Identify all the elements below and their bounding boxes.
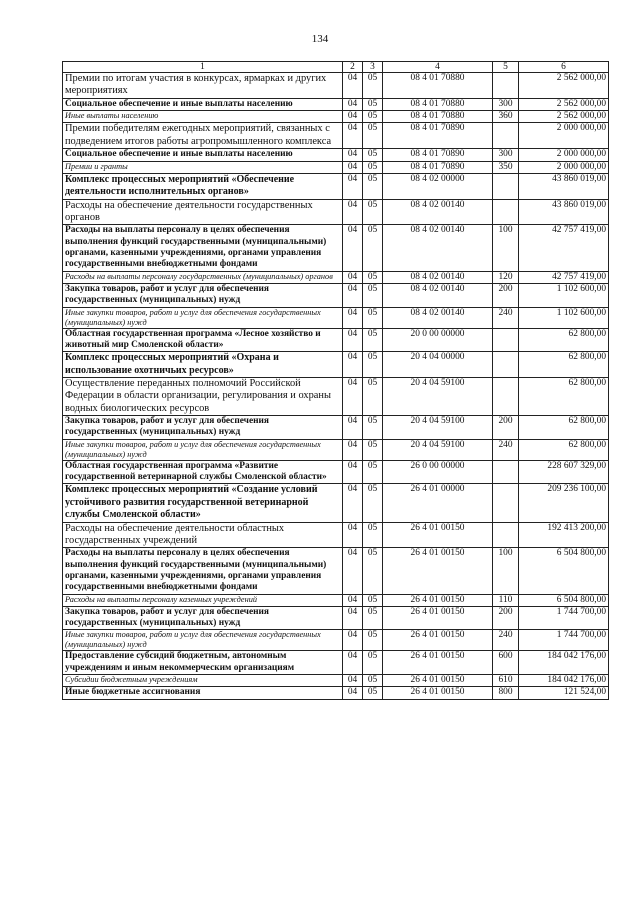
row-subsection-cell: 05 (363, 123, 383, 149)
row-section-cell: 04 (343, 484, 363, 522)
row-name-cell: Расходы на выплаты персоналу казенных учреждений (63, 594, 343, 606)
row-subsection-cell: 05 (363, 522, 383, 548)
row-amount-cell: 2 000 000,00 (519, 149, 609, 161)
row-section-cell: 04 (343, 73, 363, 99)
row-expense-type-cell: 200 (493, 606, 519, 630)
row-section-cell: 04 (343, 548, 363, 594)
budget-table (62, 61, 609, 700)
row-amount-cell: 6 504 800,00 (519, 594, 609, 606)
row-subsection-cell: 05 (363, 606, 383, 630)
row-section-cell: 04 (343, 594, 363, 606)
row-amount-cell: 6 504 800,00 (519, 548, 609, 594)
row-name-cell: Иные бюджетные ассигнования (63, 687, 343, 699)
row-section-cell: 04 (343, 522, 363, 548)
row-subsection-cell: 05 (363, 283, 383, 307)
table-row (63, 199, 609, 225)
table-row (63, 630, 609, 651)
row-expense-type-cell: 350 (493, 161, 519, 173)
row-name-cell: Премии победителям ежегодных мероприятий, связанных с подведением итогов работы агропромышленного комплекса (63, 123, 343, 149)
row-target-code-cell: 26 4 01 00150 (383, 651, 493, 675)
table-row (63, 111, 609, 123)
row-expense-type-cell: 200 (493, 283, 519, 307)
table-row (63, 161, 609, 173)
row-subsection-cell: 05 (363, 307, 383, 328)
row-amount-cell: 2 000 000,00 (519, 123, 609, 149)
table-row (63, 271, 609, 283)
row-section-cell: 04 (343, 352, 363, 378)
row-target-code-cell: 20 0 00 00000 (383, 328, 493, 352)
table-row (63, 439, 609, 460)
row-name-cell: Иные закупки товаров, работ и услуг для обеспечения государственных (муниципальных) нужд (63, 630, 343, 651)
row-expense-type-cell: 300 (493, 149, 519, 161)
row-expense-type-cell: 110 (493, 594, 519, 606)
row-target-code-cell: 26 4 01 00150 (383, 548, 493, 594)
row-amount-cell: 62 800,00 (519, 377, 609, 415)
row-name-cell: Комплекс процессных мероприятий «Обеспечение деятельности исполнительных органов» (63, 173, 343, 199)
row-name-cell: Иные закупки товаров, работ и услуг для обеспечения государственных (муниципальных) нужд (63, 439, 343, 460)
row-expense-type-cell (493, 484, 519, 522)
row-amount-cell: 2 562 000,00 (519, 98, 609, 110)
table-row (63, 352, 609, 378)
row-subsection-cell: 05 (363, 594, 383, 606)
table-row (63, 687, 609, 699)
row-amount-cell: 209 236 100,00 (519, 484, 609, 522)
row-subsection-cell: 05 (363, 651, 383, 675)
row-target-code-cell: 08 4 01 70880 (383, 111, 493, 123)
table-row (63, 484, 609, 522)
row-section-cell: 04 (343, 307, 363, 328)
row-target-code-cell: 26 4 01 00150 (383, 594, 493, 606)
table-row (63, 594, 609, 606)
header-cell: 1 (63, 62, 343, 73)
row-expense-type-cell (493, 328, 519, 352)
table-row (63, 377, 609, 415)
row-subsection-cell: 05 (363, 271, 383, 283)
row-amount-cell: 228 607 329,00 (519, 460, 609, 484)
row-expense-type-cell (493, 377, 519, 415)
row-target-code-cell: 26 4 01 00150 (383, 606, 493, 630)
table-row (63, 225, 609, 271)
row-target-code-cell: 08 4 01 70880 (383, 98, 493, 110)
row-subsection-cell: 05 (363, 149, 383, 161)
row-name-cell: Социальное обеспечение и иные выплаты населению (63, 98, 343, 110)
row-expense-type-cell: 240 (493, 630, 519, 651)
row-expense-type-cell (493, 73, 519, 99)
row-amount-cell: 192 413 200,00 (519, 522, 609, 548)
row-section-cell: 04 (343, 606, 363, 630)
row-name-cell: Закупка товаров, работ и услуг для обеспечения государственных (муниципальных) нужд (63, 606, 343, 630)
page-number: 134 (311, 33, 329, 45)
table-row (63, 173, 609, 199)
header-cell: 3 (363, 62, 383, 73)
row-name-cell: Иные выплаты населению (63, 111, 343, 123)
row-name-cell: Расходы на выплаты персоналу в целях обеспечения выполнения функций государственными (муниципальными) органами, казенными учреждениями, органами управления государственными внебюджетными фондами (63, 225, 343, 271)
row-section-cell: 04 (343, 271, 363, 283)
row-amount-cell: 62 800,00 (519, 439, 609, 460)
row-expense-type-cell: 610 (493, 675, 519, 687)
row-target-code-cell: 08 4 02 00140 (383, 225, 493, 271)
row-target-code-cell: 08 4 01 70890 (383, 149, 493, 161)
row-name-cell: Закупка товаров, работ и услуг для обеспечения государственных (муниципальных) нужд (63, 283, 343, 307)
row-section-cell: 04 (343, 416, 363, 440)
row-target-code-cell: 26 4 01 00150 (383, 675, 493, 687)
table-row (63, 98, 609, 110)
row-subsection-cell: 05 (363, 173, 383, 199)
row-subsection-cell: 05 (363, 687, 383, 699)
table-row (63, 123, 609, 149)
row-target-code-cell: 20 4 04 00000 (383, 352, 493, 378)
row-amount-cell: 1 102 600,00 (519, 307, 609, 328)
row-section-cell: 04 (343, 675, 363, 687)
table-row (63, 460, 609, 484)
row-expense-type-cell (493, 460, 519, 484)
row-subsection-cell: 05 (363, 416, 383, 440)
row-subsection-cell: 05 (363, 675, 383, 687)
row-expense-type-cell (493, 352, 519, 378)
table-row (63, 149, 609, 161)
table-row (63, 307, 609, 328)
row-amount-cell: 62 800,00 (519, 416, 609, 440)
row-target-code-cell: 26 4 01 00150 (383, 630, 493, 651)
row-section-cell: 04 (343, 651, 363, 675)
row-expense-type-cell (493, 199, 519, 225)
row-expense-type-cell: 300 (493, 98, 519, 110)
row-subsection-cell: 05 (363, 548, 383, 594)
header-cell: 2 (343, 62, 363, 73)
row-section-cell: 04 (343, 225, 363, 271)
row-subsection-cell: 05 (363, 484, 383, 522)
row-target-code-cell: 08 4 02 00140 (383, 307, 493, 328)
row-section-cell: 04 (343, 123, 363, 149)
row-name-cell: Расходы на обеспечение деятельности государственных органов (63, 199, 343, 225)
row-expense-type-cell (493, 123, 519, 149)
row-subsection-cell: 05 (363, 73, 383, 99)
row-target-code-cell: 20 4 04 59100 (383, 377, 493, 415)
table-row (63, 651, 609, 675)
row-target-code-cell: 08 4 02 00140 (383, 283, 493, 307)
row-amount-cell: 2 562 000,00 (519, 73, 609, 99)
row-expense-type-cell: 120 (493, 271, 519, 283)
header-cell: 6 (519, 62, 609, 73)
row-name-cell: Расходы на выплаты персоналу в целях обеспечения выполнения функций государственными (муниципальными) органами, казенными учреждениями, органами управления государственными внебюджетными фондами (63, 548, 343, 594)
row-amount-cell: 121 524,00 (519, 687, 609, 699)
row-amount-cell: 62 800,00 (519, 328, 609, 352)
row-expense-type-cell: 240 (493, 439, 519, 460)
header-cell: 5 (493, 62, 519, 73)
row-expense-type-cell: 360 (493, 111, 519, 123)
row-amount-cell: 2 562 000,00 (519, 111, 609, 123)
row-name-cell: Социальное обеспечение и иные выплаты населению (63, 149, 343, 161)
table-row (63, 606, 609, 630)
row-section-cell: 04 (343, 199, 363, 225)
row-expense-type-cell: 100 (493, 548, 519, 594)
row-amount-cell: 42 757 419,00 (519, 271, 609, 283)
table-row (63, 328, 609, 352)
row-amount-cell: 184 042 176,00 (519, 651, 609, 675)
row-name-cell: Закупка товаров, работ и услуг для обеспечения государственных (муниципальных) нужд (63, 416, 343, 440)
row-subsection-cell: 05 (363, 225, 383, 271)
row-amount-cell: 1 744 700,00 (519, 630, 609, 651)
row-section-cell: 04 (343, 687, 363, 699)
row-subsection-cell: 05 (363, 199, 383, 225)
row-expense-type-cell: 200 (493, 416, 519, 440)
row-subsection-cell: 05 (363, 630, 383, 651)
row-section-cell: 04 (343, 460, 363, 484)
row-name-cell: Предоставление субсидий бюджетным, автономным учреждениям и иным некоммерческим организациям (63, 651, 343, 675)
row-amount-cell: 42 757 419,00 (519, 225, 609, 271)
row-expense-type-cell: 240 (493, 307, 519, 328)
row-subsection-cell: 05 (363, 460, 383, 484)
row-section-cell: 04 (343, 328, 363, 352)
row-amount-cell: 43 860 019,00 (519, 199, 609, 225)
row-section-cell: 04 (343, 98, 363, 110)
row-name-cell: Осуществление переданных полномочий Российской Федерации в области организации, регулирования и охраны водных биологических ресурсов (63, 377, 343, 415)
table-row (63, 675, 609, 687)
row-target-code-cell: 08 4 02 00000 (383, 173, 493, 199)
row-subsection-cell: 05 (363, 98, 383, 110)
row-name-cell: Областная государственная программа «Развитие государственной ветеринарной службы Смоленской области» (63, 460, 343, 484)
table-row (63, 73, 609, 99)
row-target-code-cell: 26 0 00 00000 (383, 460, 493, 484)
row-expense-type-cell: 100 (493, 225, 519, 271)
row-target-code-cell: 26 4 01 00000 (383, 484, 493, 522)
row-name-cell: Расходы на выплаты персоналу государственных (муниципальных) органов (63, 271, 343, 283)
row-name-cell: Премии и гранты (63, 161, 343, 173)
header-cell: 4 (383, 62, 493, 73)
row-name-cell: Областная государственная программа «Лесное хозяйство и животный мир Смоленской области» (63, 328, 343, 352)
row-section-cell: 04 (343, 111, 363, 123)
table-row (63, 522, 609, 548)
row-subsection-cell: 05 (363, 352, 383, 378)
row-section-cell: 04 (343, 439, 363, 460)
row-amount-cell: 2 000 000,00 (519, 161, 609, 173)
row-target-code-cell: 08 4 02 00140 (383, 199, 493, 225)
row-section-cell: 04 (343, 630, 363, 651)
row-target-code-cell: 20 4 04 59100 (383, 439, 493, 460)
row-amount-cell: 62 800,00 (519, 352, 609, 378)
row-expense-type-cell (493, 522, 519, 548)
row-name-cell: Премии по итогам участия в конкурсах, ярмарках и других мероприятиях (63, 73, 343, 99)
table-row (63, 283, 609, 307)
row-target-code-cell: 26 4 01 00150 (383, 522, 493, 548)
row-target-code-cell: 26 4 01 00150 (383, 687, 493, 699)
row-subsection-cell: 05 (363, 111, 383, 123)
row-name-cell: Субсидии бюджетным учреждениям (63, 675, 343, 687)
row-target-code-cell: 08 4 01 70890 (383, 123, 493, 149)
row-expense-type-cell: 600 (493, 651, 519, 675)
row-subsection-cell: 05 (363, 439, 383, 460)
row-name-cell: Комплекс процессных мероприятий «Создание условий устойчивого развития государственной ветеринарной службы Смоленской области» (63, 484, 343, 522)
row-target-code-cell: 20 4 04 59100 (383, 416, 493, 440)
row-section-cell: 04 (343, 173, 363, 199)
table-header-row (63, 62, 609, 73)
row-section-cell: 04 (343, 161, 363, 173)
row-name-cell: Расходы на обеспечение деятельности областных государственных учреждений (63, 522, 343, 548)
row-subsection-cell: 05 (363, 328, 383, 352)
row-target-code-cell: 08 4 02 00140 (383, 271, 493, 283)
row-subsection-cell: 05 (363, 377, 383, 415)
row-subsection-cell: 05 (363, 161, 383, 173)
table-row (63, 548, 609, 594)
row-name-cell: Комплекс процессных мероприятий «Охрана и использование охотничьих ресурсов» (63, 352, 343, 378)
row-target-code-cell: 08 4 01 70890 (383, 161, 493, 173)
row-section-cell: 04 (343, 149, 363, 161)
row-target-code-cell: 08 4 01 70880 (383, 73, 493, 99)
row-amount-cell: 43 860 019,00 (519, 173, 609, 199)
row-amount-cell: 1 744 700,00 (519, 606, 609, 630)
row-expense-type-cell (493, 173, 519, 199)
row-expense-type-cell: 800 (493, 687, 519, 699)
row-amount-cell: 184 042 176,00 (519, 675, 609, 687)
row-section-cell: 04 (343, 377, 363, 415)
row-amount-cell: 1 102 600,00 (519, 283, 609, 307)
row-section-cell: 04 (343, 283, 363, 307)
table-row (63, 416, 609, 440)
row-name-cell: Иные закупки товаров, работ и услуг для обеспечения государственных (муниципальных) нужд (63, 307, 343, 328)
